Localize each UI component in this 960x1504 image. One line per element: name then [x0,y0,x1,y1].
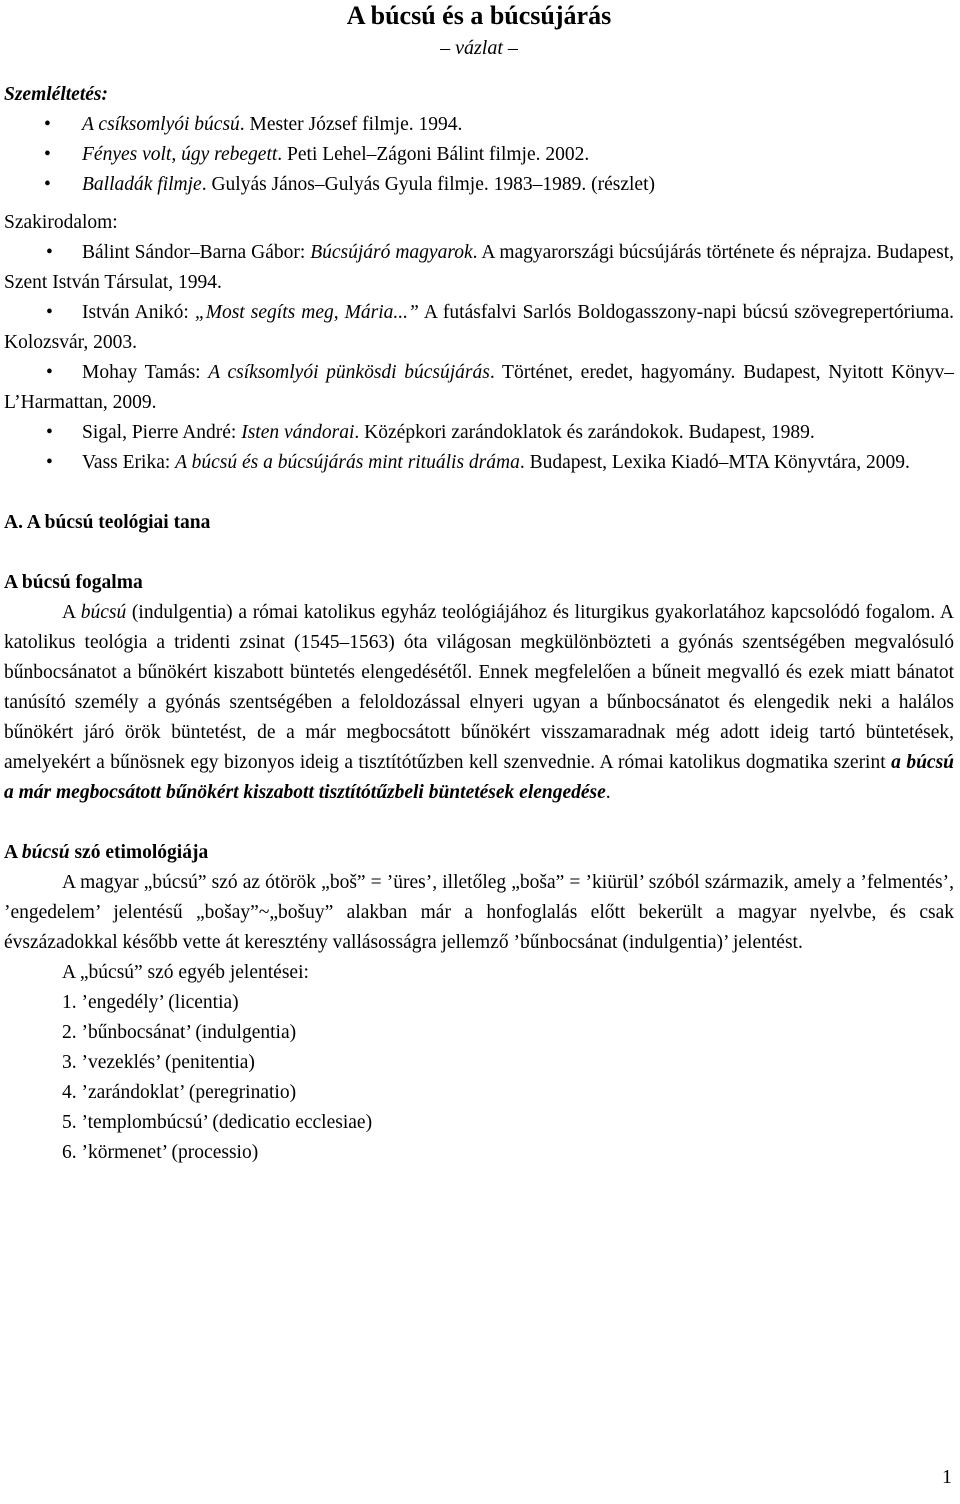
ref-author: István Anikó: [82,302,195,323]
text-run: szó etimológiája [69,842,209,863]
film-title: Fényes volt, úgy rebegett [82,144,278,165]
bullet-icon: • [44,174,51,195]
bullet-icon: • [44,114,51,135]
section-heading-a: A. A búcsú teológiai tana [4,512,211,533]
bullet-icon: • [46,362,53,383]
bullet-icon: • [46,422,53,443]
szakirodalom-item [4,448,954,478]
ref-title: Isten vándorai [241,422,355,443]
ref-title: „Most segíts meg, Mária...” [194,302,419,323]
meaning-item: 5. ’templombúcsú’ (dedicatio ecclesiae) [62,1112,373,1133]
ref-author: Sigal, Pierre André: [82,422,242,443]
ref-title: A búcsú és a búcsújárás mint rituális dráma [175,452,520,473]
text-run: A [4,842,22,863]
film-info: . Mester József filmje. 1994. [239,114,463,135]
document-title: A búcsú és a búcsújárás [346,1,612,30]
meaning-item: 4. ’zarándoklat’ (peregrinatio) [62,1082,297,1103]
meaning-item: 2. ’bűnbocsánat’ (indulgentia) [62,1022,297,1043]
szakirodalom-item [4,238,954,298]
szakirodalom-item [4,298,954,358]
ref-title: Búcsújáró magyarok [310,242,473,263]
etimologia-paragraph: A magyar „búcsú” szó az ótörök „boš” = ’üres’, illetőleg „boša” = ’kiürül’ szóból származik, amely a ’felmentés’, ’engedelem’ jelentésű „bošay”~„bošuy” alakban már a honfoglalás előtt bekerült a magyar nyelvbe, és csak évszázadokkal később vette át keresztény vallásosságra jellemző ’bűnbocsánat (indulgentia)’ jelentést. [4,872,954,953]
szakirodalom-label: Szakirodalom: [4,212,118,233]
term-italic: búcsú [80,602,127,623]
szemleltetes-item [4,170,954,200]
ref-details: . Budapest, Lexika Kiadó–MTA Könyvtára, 2009. [519,452,910,473]
document-subtitle: – vázlat – [440,37,518,59]
szakirodalom-item [4,358,954,418]
ref-details: . Középkori zarándoklatok és zarándokok. Budapest, 1989. [354,422,815,443]
meanings-intro: A „búcsú” szó egyéb jelentései: [62,962,309,983]
definition-emphasis: a búcsú a már megbocsátott bűnökért kiszabott tisztítótűzbeli büntetések elengedése [4,752,955,803]
film-info: . Peti Lehel–Zágoni Bálint filmje. 2002. [277,144,590,165]
film-title: Balladák filmje [82,174,202,195]
bullet-icon: • [46,302,53,323]
bullet-icon: • [46,452,53,473]
ref-details: . A magyarországi búcsújárás története és néprajza. Budapest, Szent István Társulat, 1994. [4,242,954,293]
ref-details: . Történet, eredet, hagyomány. Budapest, Nyitott Könyv–L’Harmattan, 2009. [4,362,954,413]
ref-author: Mohay Tamás: [82,362,209,383]
film-title: A csíksomlyói búcsú [82,114,240,135]
bullet-icon: • [46,242,53,263]
etimologia-heading [4,838,954,868]
szakirodalom-section [4,208,954,478]
ref-title: A csíksomlyói pünkösdi búcsújárás [208,362,490,383]
ref-author: Vass Erika: [82,452,176,473]
film-info: . Gulyás János–Gulyás Gyula filmje. 1983–1989. (részlet) [201,174,655,195]
ref-author: Bálint Sándor–Barna Gábor: [82,242,311,263]
bullet-icon: • [44,144,51,165]
text-run: (indulgentia) a római katolikus egyház teológiájához és liturgikus gyakorlatához kapcsolódó fogalom. A katolikus teológia a tridenti zsinat (1545–1563) óta világosan megkülönbözteti a gyónás szentségében megvalósuló bűnbocsánatot a bűnökért kiszabott büntetés elengedésétől. Ennek megfelelően a bűneit megvalló és ezek miatt bánatot tanúsító személy a gyónás szentségében a feloldozással elnyeri ugyan a bűnbocsánatot és elengedik neki a halálos bűnökért járó örök büntetést, de a már megbocsátott bűnökért visszamaradnak még adott ideig tartó büntetések, amelyekért a bűnösnek egy bizonyos ideig a tisztítótűzben kell szenvednie. A római katolikus dogmatika szerint [4,602,954,773]
szemleltetes-label: Szemléltetés: [4,84,108,105]
text-run: A [62,602,81,623]
meaning-item: 3. ’vezeklés’ (penitentia) [62,1052,255,1073]
meaning-item: 6. ’körmenet’ (processio) [62,1142,259,1163]
ref-details: A futásfalvi Sarlós Boldogasszony-napi búcsú szövegrepertóriuma. Kolozsvár, 2003. [4,302,954,353]
term-italic: búcsú [21,842,70,863]
meaning-item: 1. ’engedély’ (licentia) [62,992,239,1013]
text-run: . [605,782,611,803]
szakirodalom-item [4,418,954,448]
page-number: 1 [942,1466,952,1488]
fogalma-paragraph [4,598,954,808]
szemleltetes-item [4,110,954,140]
fogalma-heading: A búcsú fogalma [4,572,143,593]
szemleltetes-item [4,140,954,170]
szemleltetes-section [4,80,954,200]
